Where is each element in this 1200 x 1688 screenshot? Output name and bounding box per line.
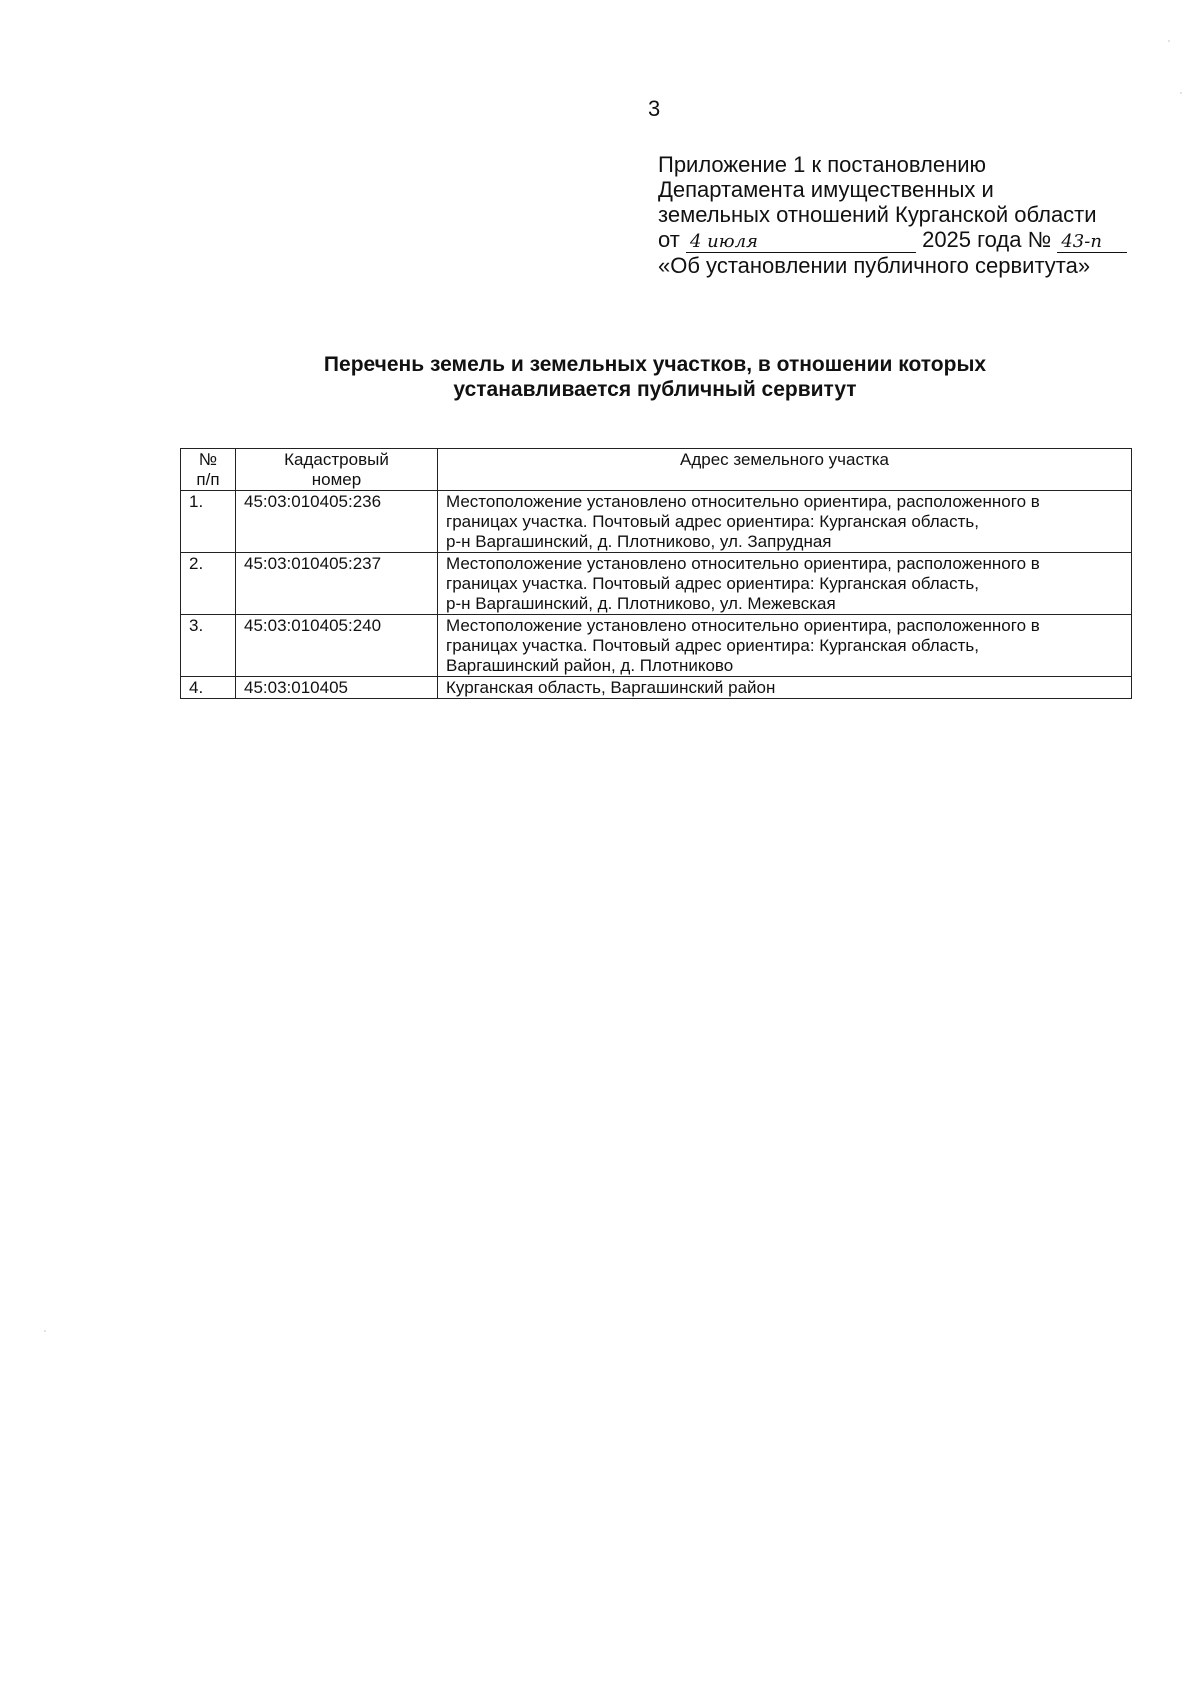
header-cadastral-line-1: Кадастровый: [284, 450, 389, 469]
row-cadastral: 45:03:010405:240: [236, 615, 438, 677]
address-line: Варгашинский район, д. Плотниково: [446, 656, 734, 675]
table-header-row: [181, 449, 1132, 491]
address-line: границах участка. Почтовый адрес ориентира: Курганская область,: [446, 512, 979, 531]
document-title: [180, 352, 1130, 402]
header-cadastral-line-2: номер: [311, 470, 362, 489]
row-num: 4.: [181, 677, 236, 699]
page-number: 3: [648, 96, 661, 121]
header-address: Адрес земельного участка: [438, 449, 1132, 491]
table-row: [181, 677, 1132, 699]
scan-speck: [1180, 92, 1182, 94]
row-address: [438, 615, 1132, 677]
row-cadastral: 45:03:010405:237: [236, 553, 438, 615]
row-cadastral: 45:03:010405:236: [236, 491, 438, 553]
appendix-line-5: «Об установлении публичного сервитута»: [658, 253, 1091, 278]
header-num: [181, 449, 236, 491]
appendix-block: [658, 152, 1138, 278]
appendix-line-3: земельных отношений Курганской области: [658, 202, 1097, 227]
row-address: [438, 491, 1132, 553]
address-line: границах участка. Почтовый адрес ориентира: Курганская область,: [446, 636, 979, 655]
table-row: [181, 615, 1132, 677]
title-line-2: устанавливается публичный сервитут: [453, 378, 857, 401]
scan-speck: [44, 1330, 46, 1332]
row-num: 2.: [181, 553, 236, 615]
address-line: р-н Варгашинский, д. Плотниково, ул. Запрудная: [446, 532, 832, 551]
address-line: Местоположение установлено относительно ориентира, расположенного в: [446, 492, 1040, 511]
title-line-1: Перечень земель и земельных участков, в отношении которых: [323, 353, 987, 376]
row-address: [438, 553, 1132, 615]
handwritten-number: 43-п: [1057, 232, 1127, 253]
appendix-line-2: Департамента имущественных и: [658, 177, 994, 202]
from-prefix: от: [658, 227, 680, 252]
scan-speck: [1168, 40, 1170, 42]
row-cadastral: 45:03:010405: [236, 677, 438, 699]
row-num: 3.: [181, 615, 236, 677]
address-line: Местоположение установлено относительно ориентира, расположенного в: [446, 554, 1040, 573]
appendix-line-1: Приложение 1 к постановлению: [658, 152, 987, 177]
appendix-date-number-line: [658, 227, 1138, 253]
year-text: 2025 года №: [922, 227, 1052, 252]
address-line: Местоположение установлено относительно ориентира, расположенного в: [446, 616, 1040, 635]
table-row: [181, 553, 1132, 615]
header-cadastral: [236, 449, 438, 491]
table-row: [181, 491, 1132, 553]
row-num: 1.: [181, 491, 236, 553]
address-line: Курганская область, Варгашинский район: [446, 678, 776, 697]
header-num-line-2: п/п: [196, 470, 220, 489]
header-num-line-1: №: [198, 450, 218, 469]
parcels-table: [180, 448, 1132, 699]
row-address: [438, 677, 1132, 699]
address-line: границах участка. Почтовый адрес ориентира: Курганская область,: [446, 574, 979, 593]
handwritten-date: 4 июля: [686, 232, 916, 253]
address-line: р-н Варгашинский, д. Плотниково, ул. Межевская: [446, 594, 836, 613]
